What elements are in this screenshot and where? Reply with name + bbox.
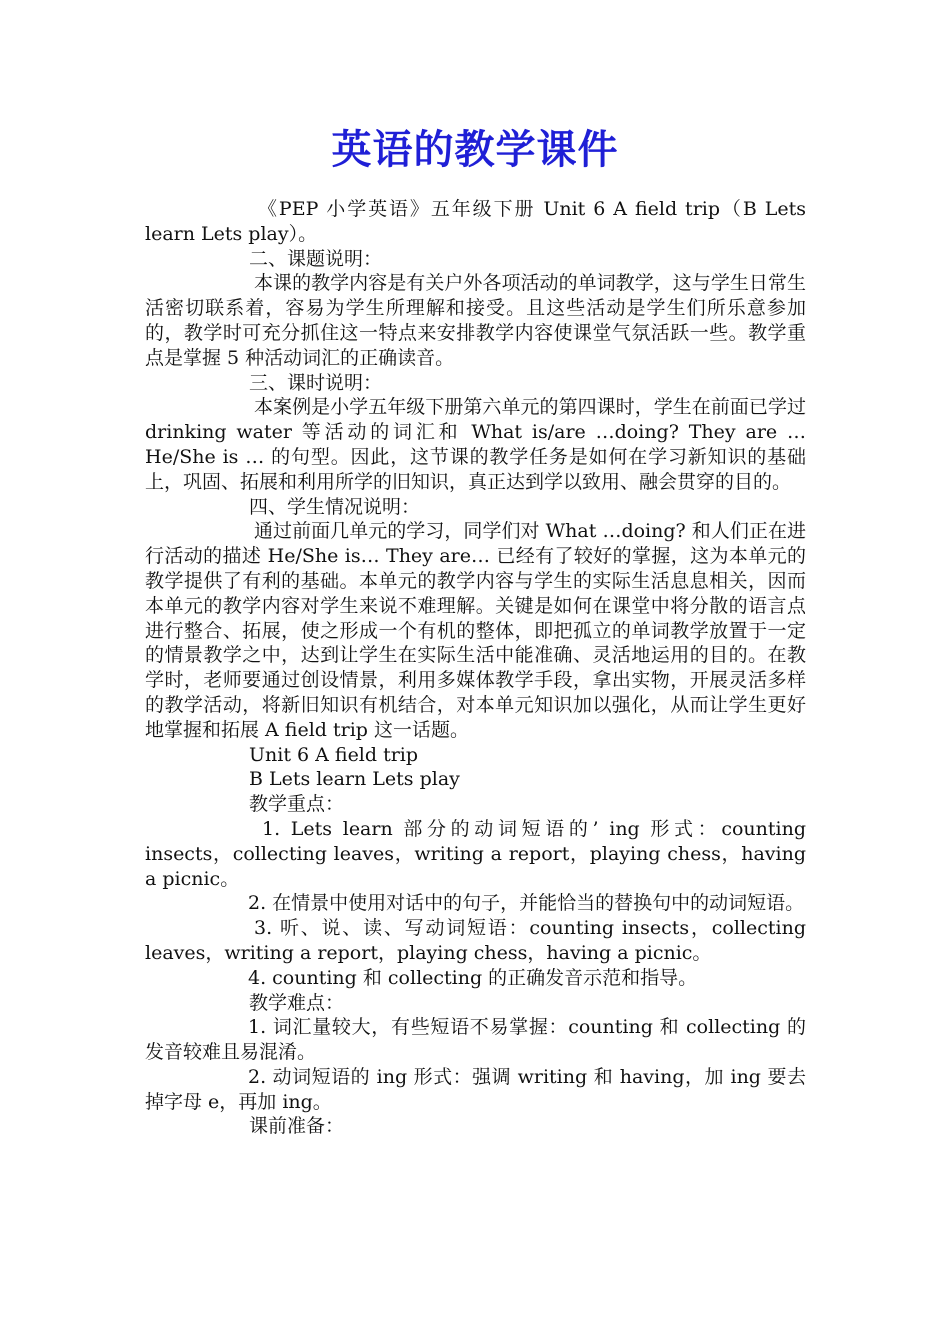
paragraph-intro: 《PEP 小学英语》五年级下册 Unit 6 A field trip（B Lets learn Lets play）。 xyxy=(145,198,806,245)
unit-title: Unit 6 A field trip xyxy=(249,743,419,766)
paragraph-student-situation: 通过前面几单元的学习，同学们对 What …doing? 和人们正在进行活动的描述 He/She is… They are… 已经有了较好的掌握，这为本单元的教学提供了有利的基础。本单元的教学内容与学生的实际生活息息相关，因而本单元的教学内容对学生来说不难理解。关键是如何在课堂中将分散的语言点进行整合、拓展，使之形成一个有机的整体，即把孤立的单词教学放置于一定的情景教学之中，达到让学生在实际生活中能准确、灵活地运用的目的。在教学时，老师要通过创设情景，利用多媒体教学手段，拿出实物，开展灵活多样的教学活动，将新旧知识有机结合，对本单元知识加以强化，从而让学生更好地掌握和拓展 A field trip 这一话题。 xyxy=(145,520,806,741)
document-body xyxy=(145,197,806,1139)
document-title: 英语的教学课件 xyxy=(331,126,619,173)
heading-key-points: 教学重点： xyxy=(249,793,345,816)
heading-student-situation: 四、学生情况说明： xyxy=(249,495,421,518)
key-point-1: 1. Lets learn 部分的动词短语的’ ing 形式：counting insects，collecting leaves，writing a report，playing chess，having a picnic。 xyxy=(145,817,806,890)
heading-topic-description: 二、课题说明： xyxy=(249,247,383,270)
key-point-4: 4. counting 和 collecting 的正确发音示范和指导。 xyxy=(248,966,698,989)
unit-section: B Lets learn Lets play xyxy=(249,768,460,791)
heading-difficulties: 教学难点： xyxy=(249,991,345,1014)
paragraph-topic-description: 本课的教学内容是有关户外各项活动的单词教学，这与学生日常生活密切联系着，容易为学生所理解和接受。且这些活动是学生们所乐意参加的，教学时可充分抓住这一特点来安排教学内容使课堂气氛活跃一些。教学重点是掌握 5 种活动词汇的正确读音。 xyxy=(145,272,806,369)
key-point-2: 2. 在情景中使用对话中的句子，并能恰当的替换句中的动词短语。 xyxy=(248,892,805,915)
heading-lesson-description: 三、课时说明： xyxy=(249,371,383,394)
paragraph-lesson-description: 本案例是小学五年级下册第六单元的第四课时，学生在前面已学过 drinking water 等活动的词汇和 What is/are …doing? They are … He/She is … 的句型。因此，这节课的教学任务是如何在学习新知识的基础上，巩固、拓展和利用所学的旧知识，真正达到学以致用、融会贯穿的目的。 xyxy=(145,396,806,493)
difficulty-2: 2. 动词短语的 ing 形式：强调 writing 和 having，加 ing 要去掉字母 e，再加 ing。 xyxy=(145,1065,806,1113)
heading-preparation: 课前准备： xyxy=(249,1115,345,1138)
key-point-3: 3. 听、说、读、写动词短语：counting insects，collecting leaves，writing a report，playing chess，having a picnic。 xyxy=(145,917,806,964)
difficulty-1: 1. 词汇量较大，有些短语不易掌握：counting 和 collecting 的发音较难且易混淆。 xyxy=(145,1016,806,1064)
